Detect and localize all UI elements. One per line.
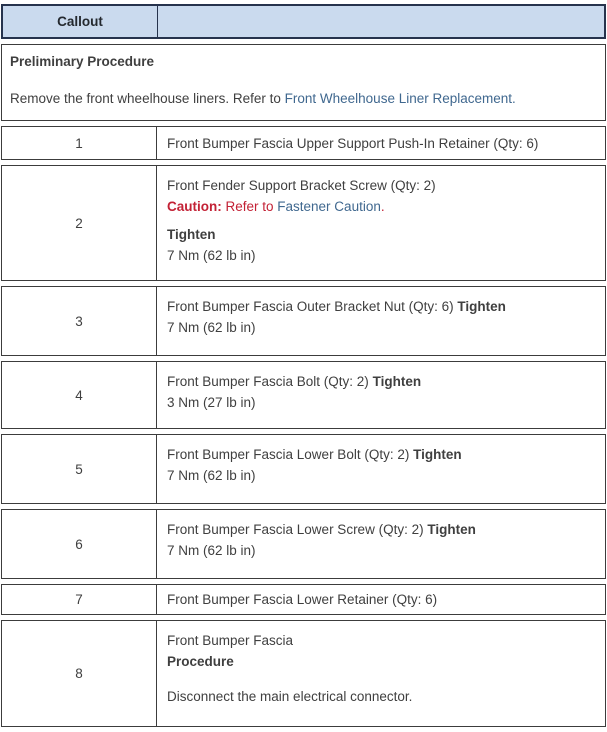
tighten-label: Tighten [427, 522, 476, 537]
torque-spec: 7 Nm (62 lb in) [167, 468, 256, 483]
table-header-row [1, 4, 606, 39]
caution-line [167, 196, 595, 217]
part-title-line [167, 444, 595, 465]
row-description [157, 127, 605, 159]
torque-spec: 7 Nm (62 lb in) [167, 248, 256, 263]
caution-period: . [380, 199, 385, 214]
table-row-2 [1, 165, 606, 281]
table-row-7 [1, 584, 606, 615]
description-column-header [158, 6, 604, 37]
callout-number [2, 127, 157, 159]
callout-header-label: Callout [57, 14, 103, 29]
row-description [157, 435, 605, 503]
callout-number-label: 6 [75, 536, 83, 552]
tighten-label: Tighten [372, 374, 422, 389]
callout-number-label: 2 [75, 215, 83, 231]
tighten-label: Tighten [167, 227, 216, 242]
preliminary-procedure-row [1, 44, 606, 121]
preliminary-procedure-instruction [10, 88, 597, 109]
part-title: Front Fender Support Bracket Screw (Qty: 2) [167, 178, 436, 193]
callout-number-label: 3 [75, 313, 83, 329]
torque-spec: 3 Nm (27 lb in) [167, 395, 256, 410]
table-row-4 [1, 361, 606, 429]
instruction-period: . [512, 91, 516, 106]
caution-text: Refer to [221, 199, 278, 214]
callout-number [2, 362, 157, 428]
row-description [157, 287, 605, 355]
part-title-line [167, 371, 595, 392]
part-title: Front Bumper Fascia Upper Support Push-In Retainer (Qty: 6) [167, 135, 539, 151]
table-row-8 [1, 620, 606, 727]
part-title-line [167, 296, 595, 317]
table-row-5 [1, 434, 606, 504]
callout-number [2, 585, 157, 614]
part-title: Front Bumper Fascia Lower Bolt (Qty: 2) [167, 447, 410, 462]
torque-spec: 7 Nm (62 lb in) [167, 320, 256, 335]
table-row-6 [1, 509, 606, 579]
fastener-caution-link[interactable]: Fastener Caution [277, 199, 381, 214]
callout-number-label: 1 [75, 135, 83, 151]
callout-number [2, 166, 157, 280]
row-description [157, 621, 605, 726]
row-description [157, 585, 605, 614]
row-description [157, 362, 605, 428]
row-description [157, 166, 605, 280]
callout-number-label: 5 [75, 461, 83, 477]
table-row-3 [1, 286, 606, 356]
row-description [157, 510, 605, 578]
procedure-text: Disconnect the main electrical connector. [167, 689, 413, 704]
tighten-label: Tighten [413, 447, 462, 462]
part-title: Front Bumper Fascia Outer Bracket Nut (Qty: 6) [167, 299, 454, 314]
callout-number [2, 435, 157, 503]
front-wheelhouse-liner-replacement-link[interactable]: Front Wheelhouse Liner Replacement [284, 91, 513, 106]
part-title: Front Bumper Fascia Lower Screw (Qty: 2) [167, 522, 424, 537]
tighten-label: Tighten [457, 299, 506, 314]
caution-label: Caution: [167, 199, 222, 214]
preliminary-procedure-cell [2, 45, 605, 120]
preliminary-procedure-title: Preliminary Procedure [10, 54, 155, 69]
callout-number-label: 8 [75, 666, 83, 681]
part-title: Front Bumper Fascia [167, 633, 294, 648]
part-title-line [167, 519, 595, 540]
callout-number-label: 4 [75, 387, 83, 403]
instruction-text: Remove the front wheelhouse liners. Refer to [10, 91, 285, 106]
callout-number [2, 287, 157, 355]
part-title: Front Bumper Fascia Bolt (Qty: 2) [167, 374, 369, 389]
part-title: Front Bumper Fascia Lower Retainer (Qty: 6) [167, 592, 438, 607]
torque-spec: 7 Nm (62 lb in) [167, 543, 256, 558]
callout-column-header [3, 6, 158, 37]
table-row-1 [1, 126, 606, 160]
procedure-label: Procedure [167, 654, 234, 669]
callout-number-label: 7 [75, 592, 83, 607]
callout-number [2, 510, 157, 578]
callout-number [2, 621, 157, 726]
